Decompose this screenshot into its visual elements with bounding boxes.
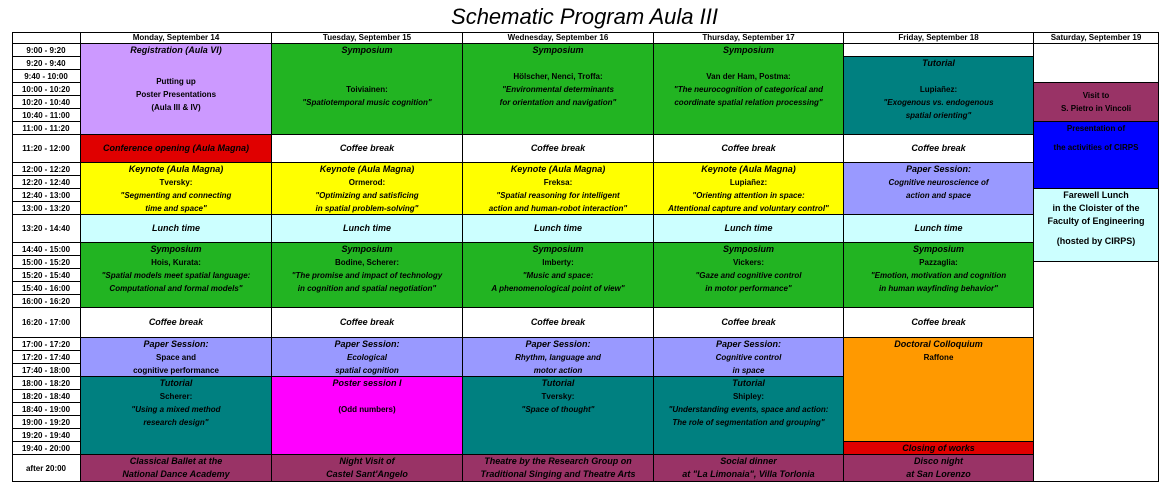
wednesday-symposium-afternoon: Symposium Imberty: "Music and space: A phenomenological point of view" [463,243,654,308]
monday-registration: Registration (Aula VI) Putting up Poster Presentations (Aula III & IV) [81,44,272,135]
tuesday-keynote: Keynote (Aula Magna) Ormerod: "Optimizing and satisficing in spatial problem-solving" [272,163,463,215]
time-slot: 19:20 - 19:40 [12,429,81,442]
time-slot: 15:20 - 15:40 [12,269,81,282]
saturday-visit: Visit to S. Pietro in Vincoli [1034,83,1159,122]
monday-opening: Conference opening (Aula Magna) [81,135,272,163]
thursday-paper-session: Paper Session: Cognitive control in space [654,338,844,377]
friday-paper-session: Paper Session: Cognitive neuroscience of action and space [844,163,1034,215]
wednesday-lunch: Lunch time [463,215,654,243]
wednesday-tutorial: Tutorial Tversky: "Space of thought" [463,377,654,455]
monday-evening: Classical Ballet at the National Dance Academy [81,455,272,482]
time-slot: 18:00 - 18:20 [12,377,81,390]
wednesday-evening: Theatre by the Research Group on Traditional Singing and Theatre Arts [463,455,654,482]
wednesday-coffee-morning: Coffee break [463,135,654,163]
thursday-symposium: Symposium Van der Ham, Postma: "The neurocognition of categorical and coordinate spatial relation processing" [654,44,844,135]
wednesday-keynote: Keynote (Aula Magna) Freksa: "Spatial reasoning for intelligent action and human-robot interaction" [463,163,654,215]
time-slot: 17:20 - 17:40 [12,351,81,364]
time-slot: 15:00 - 15:20 [12,256,81,269]
friday-lunch: Lunch time [844,215,1034,243]
friday-empty-morning [844,44,1034,57]
time-slot: 17:00 - 17:20 [12,338,81,351]
time-slot: 17:40 - 18:00 [12,364,81,377]
tuesday-coffee-morning: Coffee break [272,135,463,163]
friday-doctoral-colloquium: Doctoral Colloquium Raffone [844,338,1034,442]
time-slot: 18:40 - 19:00 [12,403,81,416]
time-slot: 10:00 - 10:20 [12,83,81,96]
monday-paper-session: Paper Session: Space and cognitive performance [81,338,272,377]
time-slot: 9:40 - 10:00 [12,70,81,83]
wednesday-coffee-afternoon: Coffee break [463,308,654,338]
thursday-evening: Social dinner at "La Limonaia", Villa Torlonia [654,455,844,482]
tuesday-symposium: Symposium Toiviainen: "Spatiotemporal music cognition" [272,44,463,135]
thursday-coffee-afternoon: Coffee break [654,308,844,338]
time-slot: 11:00 - 11:20 [12,122,81,135]
saturday-empty-afternoon [1034,262,1159,482]
time-slot: 19:40 - 20:00 [12,442,81,455]
monday-tutorial: Tutorial Scherer: "Using a mixed method research design" [81,377,272,455]
thursday-lunch: Lunch time [654,215,844,243]
friday-symposium: Symposium Pazzaglia: "Emotion, motivation and cognition in human wayfinding behavior" [844,243,1034,308]
day-header-monday: Monday, September 14 [81,32,272,44]
time-slot: 16:20 - 17:00 [12,308,81,338]
time-slot: 11:20 - 12:00 [12,135,81,163]
monday-keynote: Keynote (Aula Magna) Tversky: "Segmenting and connecting time and space" [81,163,272,215]
friday-tutorial: Tutorial Lupiañez: "Exogenous vs. endogenous spatial orienting" [844,57,1034,135]
corner-cell [12,32,81,44]
saturday-presentation: Presentation of the activities of CIRPS [1034,122,1159,189]
time-slot: 10:40 - 11:00 [12,109,81,122]
thursday-keynote: Keynote (Aula Magna) Lupiañez: "Orienting attention in space: Attentional capture and voluntary control" [654,163,844,215]
time-slot: 14:40 - 15:00 [12,243,81,256]
monday-symposium: Symposium Hois, Kurata: "Spatial models meet spatial language: Computational and formal models" [81,243,272,308]
page-title: Schematic Program Aula III [451,4,718,29]
time-slot: 9:20 - 9:40 [12,57,81,70]
saturday-empty-morning [1034,44,1159,83]
time-slot: 12:40 - 13:00 [12,189,81,202]
day-header-friday: Friday, September 18 [844,32,1034,44]
day-header-thursday: Thursday, September 17 [654,32,844,44]
day-header-tuesday: Tuesday, September 15 [272,32,463,44]
friday-evening: Disco night at San Lorenzo [844,455,1034,482]
time-slot: 16:00 - 16:20 [12,295,81,308]
schedule-grid [12,32,1159,482]
thursday-tutorial: Tutorial Shipley: "Understanding events, space and action: The role of segmentation and grouping" [654,377,844,455]
friday-coffee-morning: Coffee break [844,135,1034,163]
tuesday-poster-session: Poster session I (Odd numbers) [272,377,463,455]
tuesday-paper-session: Paper Session: Ecological spatial cognition [272,338,463,377]
time-slot: 18:20 - 18:40 [12,390,81,403]
tuesday-lunch: Lunch time [272,215,463,243]
day-header-wednesday: Wednesday, September 16 [463,32,654,44]
monday-coffee: Coffee break [81,308,272,338]
thursday-symposium-afternoon: Symposium Vickers: "Gaze and cognitive control in motor performance" [654,243,844,308]
monday-lunch: Lunch time [81,215,272,243]
time-slot: 15:40 - 16:00 [12,282,81,295]
time-slot: 9:00 - 9:20 [12,44,81,57]
tuesday-coffee-afternoon: Coffee break [272,308,463,338]
wednesday-symposium: Symposium Hölscher, Nenci, Troffa: "Environmental determinants for orientation and navigation" [463,44,654,135]
wednesday-paper-session: Paper Session: Rhythm, language and motor action [463,338,654,377]
time-slot: after 20:00 [12,455,81,482]
saturday-farewell-lunch: Farewell Lunch in the Cloister of the Faculty of Engineering (hosted by CIRPS) [1034,189,1159,262]
time-slot: 12:20 - 12:40 [12,176,81,189]
day-header-saturday: Saturday, September 19 [1034,32,1159,44]
time-slot: 19:00 - 19:20 [12,416,81,429]
friday-closing: Closing of works [844,442,1034,455]
tuesday-evening: Night Visit of Castel Sant'Angelo [272,455,463,482]
thursday-coffee-morning: Coffee break [654,135,844,163]
time-slot: 12:00 - 12:20 [12,163,81,176]
friday-coffee-afternoon: Coffee break [844,308,1034,338]
tuesday-symposium-afternoon: Symposium Bodine, Scherer: "The promise and impact of technology in cognition and spatial negotiation" [272,243,463,308]
time-slot: 13:00 - 13:20 [12,202,81,215]
time-slot: 10:20 - 10:40 [12,96,81,109]
time-slot: 13:20 - 14:40 [12,215,81,243]
